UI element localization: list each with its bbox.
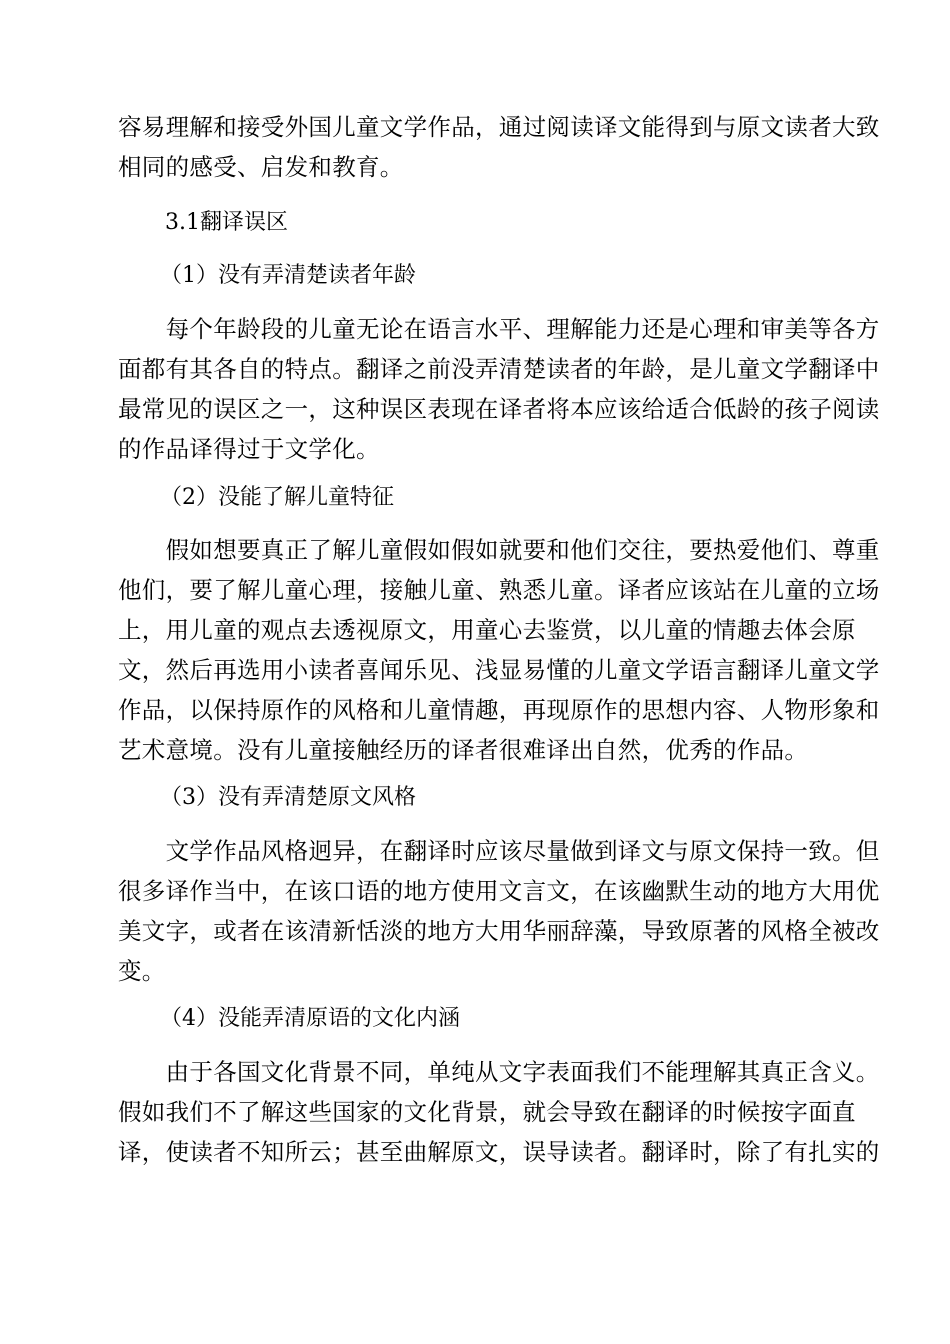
paragraph-line: 他们，要了解儿童心理，接触儿童、熟悉儿童。译者应该站在儿童的立场 bbox=[118, 576, 880, 604]
paragraph-1 bbox=[118, 309, 880, 469]
paragraph-line: 文学作品风格迥异，在翻译时应该尽量做到译文与原文保持一致。但 bbox=[118, 837, 880, 865]
paragraph-line: 每个年龄段的儿童无论在语言水平、理解能力还是心理和审美等各方 bbox=[118, 315, 880, 343]
paragraph-line: 文，然后再选用小读者喜闻乐见、浅显易懂的儿童文学语言翻译儿童文学 bbox=[118, 656, 880, 684]
paragraph-line: 假如想要真正了解儿童假如假如就要和他们交往，要热爱他们、尊重 bbox=[118, 536, 880, 564]
paragraph-line: 译，使读者不知所云；甚至曲解原文，误导读者。翻译时，除了有扎实的 bbox=[118, 1138, 880, 1166]
paragraph-3 bbox=[118, 831, 880, 991]
paragraph-line: 作品，以保持原作的风格和儿童情趣，再现原作的思想内容、人物形象和 bbox=[118, 696, 880, 724]
paragraph-line: 变。 bbox=[118, 957, 166, 985]
paragraph-line: 假如我们不了解这些国家的文化背景，就会导致在翻译的时候按字面直 bbox=[118, 1098, 856, 1126]
subheading-3: （3）没有弄清楚原文风格 bbox=[160, 785, 416, 810]
paragraph-line: 由于各国文化背景不同，单纯从文字表面我们不能理解其真正含义。 bbox=[118, 1058, 880, 1086]
subheading-1: （1）没有弄清楚读者年龄 bbox=[160, 263, 416, 288]
paragraph-line: 容易理解和接受外国儿童文学作品，通过阅读译文能得到与原文读者大致 bbox=[118, 113, 880, 141]
paragraph-line: 美文字，或者在该清新恬淡的地方大用华丽辞藻，导致原著的风格全被改 bbox=[118, 917, 880, 945]
paragraph-4 bbox=[118, 1052, 880, 1172]
paragraph-line: 最常见的误区之一，这种误区表现在译者将本应该给适合低龄的孩子阅读 bbox=[118, 395, 880, 423]
paragraph-intro bbox=[118, 107, 880, 187]
paragraph-line: 很多译作当中，在该口语的地方使用文言文，在该幽默生动的地方大用优 bbox=[118, 877, 880, 905]
subheading-2: （2）没能了解儿童特征 bbox=[160, 485, 394, 510]
subheading-4: （4）没能弄清原语的文化内涵 bbox=[160, 1006, 460, 1031]
paragraph-line: 的作品译得过于文学化。 bbox=[118, 435, 380, 463]
paragraph-line: 艺术意境。没有儿童接触经历的译者很难译出自然，优秀的作品。 bbox=[118, 736, 809, 764]
paragraph-line: 上，用儿童的观点去透视原文，用童心去鉴赏，以儿童的情趣去体会原 bbox=[118, 616, 856, 644]
paragraph-line: 面都有其各自的特点。翻译之前没弄清楚读者的年龄，是儿童文学翻译中 bbox=[118, 355, 880, 383]
section-heading: 3.1翻译误区 bbox=[165, 210, 288, 235]
paragraph-line: 相同的感受、启发和教育。 bbox=[118, 153, 404, 181]
paragraph-2 bbox=[118, 530, 880, 770]
